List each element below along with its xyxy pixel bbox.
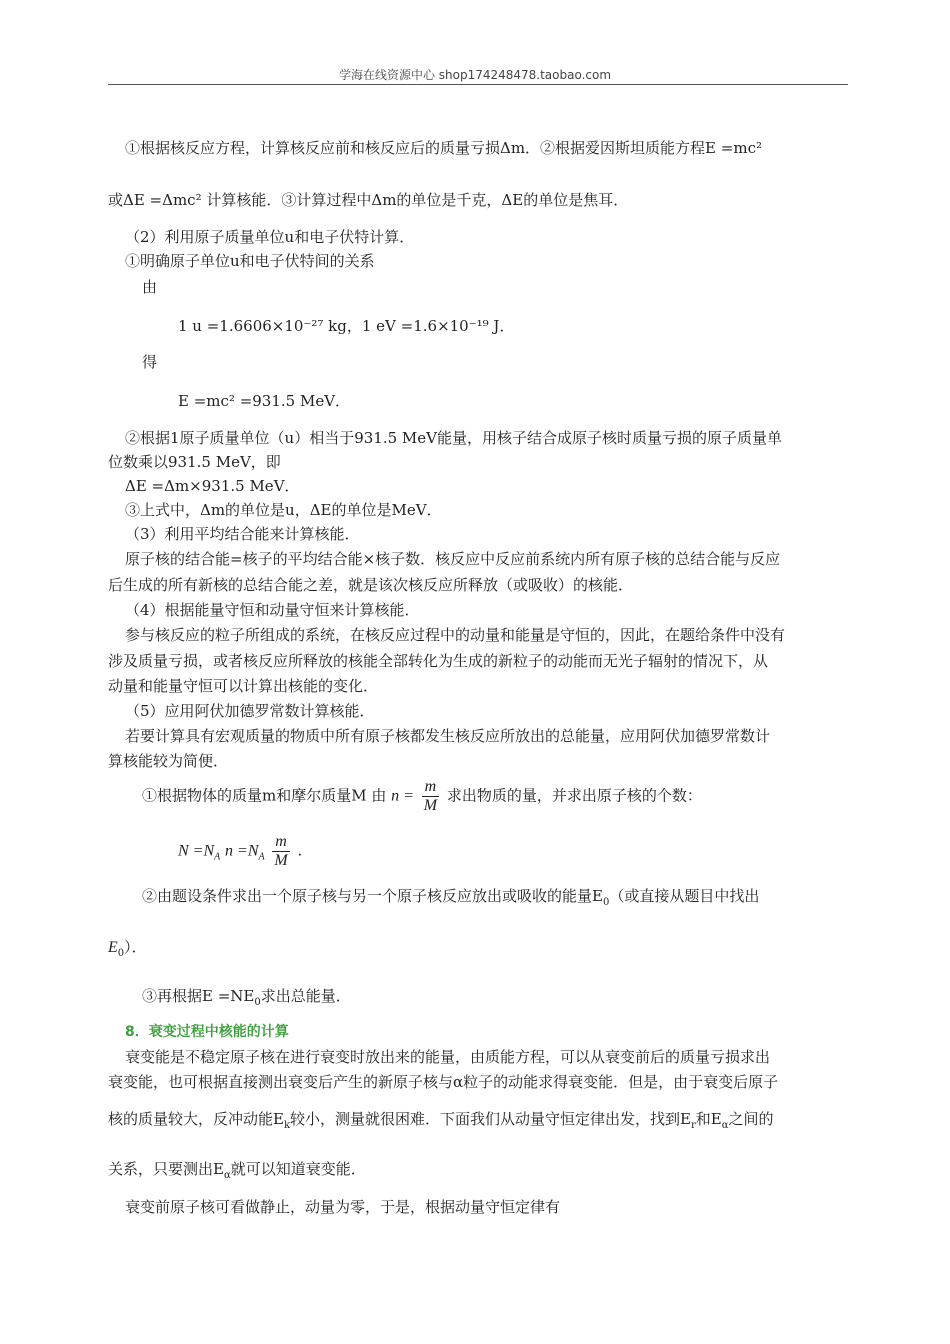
text-line: $E_0$）．	[108, 938, 147, 959]
text-line: （4）根据能量守恒和动量守恒来计算核能．	[125, 601, 420, 619]
text-line: ①根据核反应方程，计算核反应前和核反应后的质量亏损Δm．②根据爱因斯坦质能方程E =mc²	[125, 139, 762, 157]
text-line: 若要计算具有宏观质量的物质中所有原子核都发生核反应所放出的总能量，应用阿伏加德罗常数计	[125, 727, 771, 745]
fraction-m-over-M: $\frac{m}{M}$	[423, 778, 438, 814]
text-line: （5）应用阿伏加德罗常数计算核能．	[125, 702, 375, 720]
text-line: 算核能较为简便．	[108, 752, 229, 770]
page-header: 学海在线资源中心 shop174248478.taobao.com	[338, 68, 612, 82]
equation: $N =N_A$ $n =N_A$ $\frac{m}{M}$ .	[178, 833, 303, 869]
text-line: 由	[142, 278, 158, 296]
text-line: ①明确原子单位u和电子伏特间的关系	[125, 252, 375, 270]
text-line: 位数乘以931.5 MeV，即	[108, 453, 281, 471]
header-divider	[108, 84, 848, 85]
fraction-m-over-M: $\frac{m}{M}$	[274, 833, 288, 869]
text-line-with-fraction: ①根据物体的质量m和摩尔质量M 由 n = $\frac{m}{M}$ 求出物质的量，并求出原子核的个数：	[142, 778, 702, 814]
equation: E =mc² =931.5 MeV．	[178, 392, 351, 410]
text-line: 或ΔE =Δmc² 计算核能．③计算过程中Δm的单位是千克，ΔE的单位是焦耳．	[108, 191, 629, 209]
text-line: ②根据1原子质量单位（u）相当于931.5 MeV能量，用核子结合成原子核时质量亏损的原子质量单	[125, 429, 782, 447]
n-symbol: n =	[391, 787, 414, 805]
text-line: 衰变能是不稳定原子核在进行衰变时放出来的能量，由质能方程，可以从衰变前后的质量亏损求出	[125, 1048, 771, 1066]
text-line: 衰变能，也可根据直接测出衰变后产生的新原子核与α粒子的动能求得衰变能．但是，由于衰变后原子	[108, 1073, 779, 1091]
equation: 1 u =1.6606×10⁻²⁷ kg，1 eV =1.6×10⁻¹⁹ J．	[178, 317, 515, 335]
text-line: （2）利用原子质量单位u和电子伏特计算．	[125, 228, 415, 246]
equation: ΔE =Δm×931.5 MeV．	[125, 477, 300, 495]
text-line: ③上式中，Δm的单位是u，ΔE的单位是MeV．	[125, 501, 442, 519]
text-line: 参与核反应的粒子所组成的系统，在核反应过程中的动量和能量是守恒的，因此，在题给条件中没有	[125, 626, 786, 644]
text-line: 衰变前原子核可看做静止，动量为零，于是，根据动量守恒定律有	[125, 1198, 561, 1216]
text-line: 动量和能量守恒可以计算出核能的变化．	[108, 677, 379, 695]
text-line: ③再根据$E =NE_0$求出总能量．	[142, 987, 351, 1008]
text-line: 关系，只要测出$E_\alpha$就可以知道衰变能．	[108, 1160, 366, 1181]
text-line: 原子核的结合能=核子的平均结合能×核子数．核反应中反应前系统内所有原子核的总结合能与反应	[125, 550, 781, 568]
text-line: 涉及质量亏损，或者核反应所释放的核能全部转化为生成的新粒子的动能而无光子辐射的情况下，从	[108, 652, 769, 670]
text-line: ②由题设条件求出一个原子核与另一个原子核反应放出或吸收的能量$E_0$（或直接从题目中找出	[142, 887, 760, 908]
text-line: 核的质量较大，反冲动能$E_k$较小，测量就很困难．下面我们从动量守恒定律出发，找到$E_r$和$E_\alpha$之间的	[108, 1110, 774, 1131]
text-line: 后生成的所有新核的总结合能之差，就是该次核反应所释放（或吸收）的核能．	[108, 576, 634, 594]
text-line: 得	[142, 353, 158, 371]
text-line: （3）利用平均结合能来计算核能．	[125, 525, 360, 543]
section-title: 8．衰变过程中核能的计算	[125, 1024, 289, 1040]
